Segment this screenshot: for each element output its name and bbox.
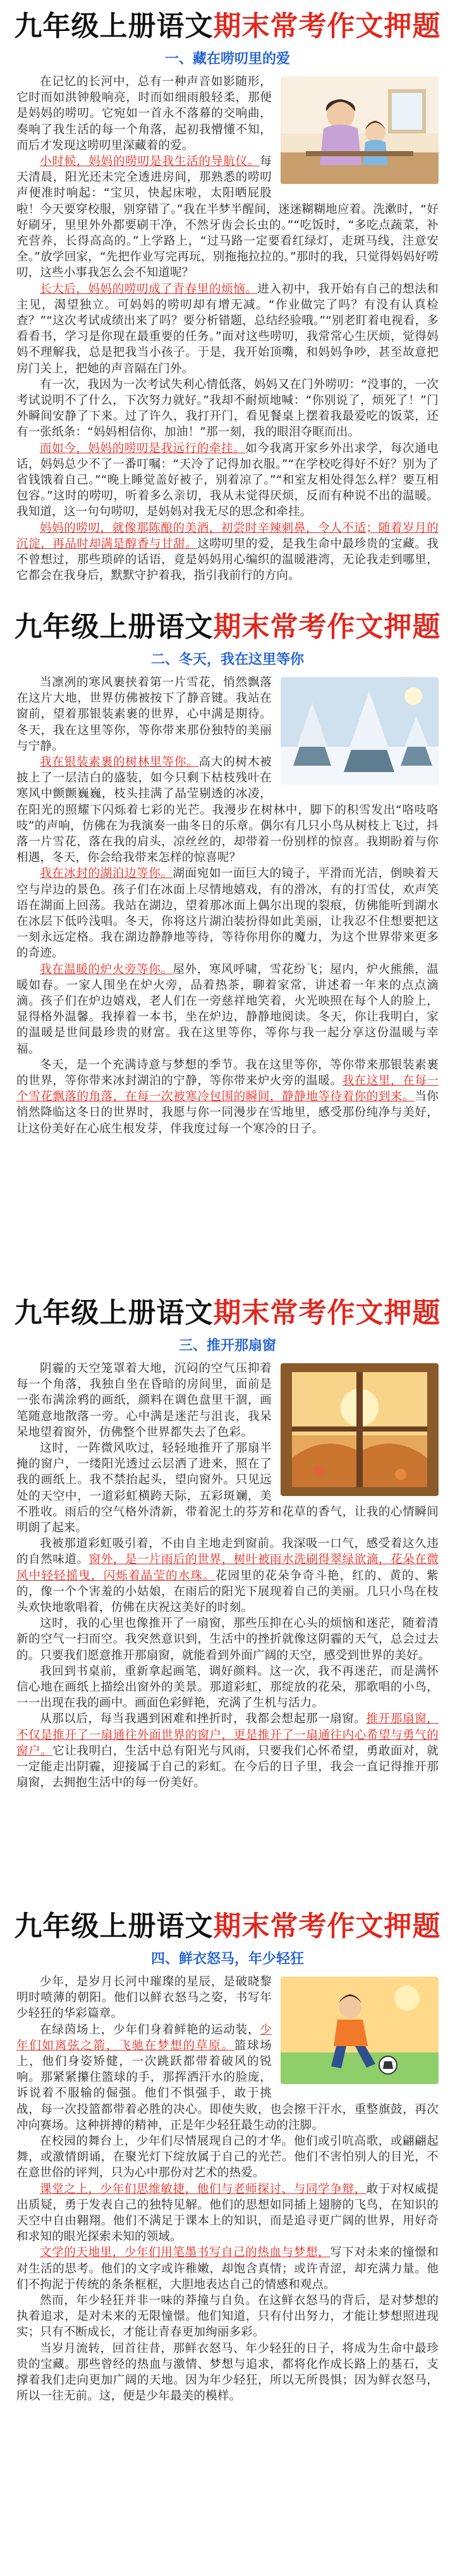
paragraph bbox=[16, 962, 439, 1057]
paragraph bbox=[16, 281, 439, 377]
essay-subtitle: 三、推开那扇窗 bbox=[178, 1338, 276, 1354]
section-title bbox=[0, 0, 455, 44]
essay-section-3 bbox=[0, 1287, 455, 1856]
highlighted-sentence: 而如今，妈妈的唠叨是我远行的牵挂。 bbox=[40, 441, 246, 455]
highlighted-sentence: 我在银装素裹的树林里等你。 bbox=[40, 756, 199, 770]
text-run: 这唠叨里的爱，是我生命中最珍贵的宝藏。我不曾想过，那些琐碎的话语，竟是妈妈用心编织的温暖港湾，无论我走到哪里，它都会在我身后，默默守护着我，指引我前行的方向。 bbox=[16, 537, 439, 583]
text-run: 花园里的花朵争奇斗艳，红的、黄的、紫的，像一个个害羞的小姑娘，在雨后的阳光下展现着自己的美丽。几只小鸟在枝头欢快地歌唱着，仿佛在庆祝这美好的时刻。 bbox=[16, 1569, 439, 1615]
text-run: 在校园的舞台上，少年们尽情展现自己的才华。他们或引吭高歌，或翩翩起舞，或激情朗诵，在聚光灯下绽放属于自己的光芒。他们不害怕别人的目光，不在意世俗的评判，只为心中那份对艺术的热爱。 bbox=[16, 2135, 439, 2180]
highlighted-sentence: 我在冰封的湖泊边等你。 bbox=[40, 867, 173, 881]
window-image bbox=[281, 1363, 439, 1496]
highlighted-sentence: 我在这里，在每一个雪花飘落的角落，在每一次被寒冷包围的瞬间，静静地等待着你的到来。 bbox=[16, 1074, 439, 1104]
title-red: 期末常考作文押题 bbox=[213, 10, 441, 42]
section-title bbox=[0, 1287, 455, 1331]
snow-forest-illustration bbox=[281, 677, 439, 785]
essay-section-1 bbox=[0, 0, 455, 583]
paragraph bbox=[16, 2133, 439, 2181]
mother-child-image bbox=[281, 77, 439, 184]
text-run: 它让我明白，生活中总有阳光与风雨，只要我们心怀希望，勇敢面对，就一定能走出阴霾，迎接属于自己的彩虹。在今后的日子里，我会一直记得推开那扇窗，去拥抱生活中的每一份美好。 bbox=[16, 1744, 439, 1790]
highlighted-sentence: 长大后，妈妈的唠叨成了青春里的烦恼。 bbox=[40, 282, 258, 296]
text-run: 如今我离开家乡外出求学，每次通电话，妈妈总少不了一番叮嘱：“天冷了记得加衣服。”“在学校吃得好不好？别为了省钱饿着自己。”“晚上睡觉盖好被子，别着凉了。”“和室友相处得怎么样？要互相包容。”这时的唠叨，听着多么亲切，我从未觉得厌烦，反而有种说不出的温暖。我知道，这一句句唠叨，是妈妈对我无尽的思念和牵挂。 bbox=[16, 441, 439, 519]
essay-section-2 bbox=[0, 601, 455, 1242]
paragraph bbox=[16, 2181, 439, 2245]
highlighted-sentence: 课堂之上，少年们思维敏捷，他们与老师探讨、与同学争辩， bbox=[40, 2182, 367, 2196]
text-run: 当岁月流转，回首往昔，那鲜衣怒马、年少轻狂的日子，将成为生命中最珍贵的宝藏。那些曾经的热血与激情、梦想与追求，都将化作成长路上的基石，支撑着我们走向更加广阔的天地。因为年少轻狂，所以无所畏惧；因为鲜衣怒马，所以一往无前。这，便是少年最美的模样。 bbox=[16, 2341, 439, 2403]
title-black: 九年级上册语文 bbox=[14, 611, 214, 643]
text-run: 少年，是岁月长河中璀璨的星辰，是破晓黎明时喷薄的朝阳。他们以鲜衣怒马之姿，书写年少轻狂的华彩篇章。 bbox=[16, 1975, 272, 2021]
essay-subtitle: 二、冬天，我在这里等你 bbox=[150, 652, 304, 668]
text-run: 在绿茵场上，少年们身着鲜艳的运动装， bbox=[40, 2023, 260, 2037]
text-run: 当凛冽的寒风裹挟着第一片雪花，悄然飘落在这片大地，世界仿佛被按下了静音键。我站在窗前，望着那银装素裹的世界，心中满是期待。冬天，我在这里等你，等你带来那份独特的美丽与宁静。 bbox=[16, 676, 272, 753]
title-black: 九年级上册语文 bbox=[14, 1297, 214, 1329]
essay-body bbox=[0, 1361, 455, 1791]
highlighted-sentence: 窗外，是一片雨后的世界，树叶被雨水洗刷得翠绿欲滴，花朵在微风中轻轻摇曳，闪烁着晶莹的水珠。 bbox=[16, 1553, 439, 1583]
paragraph bbox=[16, 377, 439, 441]
paragraph bbox=[16, 1536, 439, 1616]
text-run: 在记忆的长河中，总有一种声音如影随形，它时而如洪钟般响亮，时而如细雨般轻柔，那便是妈妈的唠叨。它宛如一首永不落幕的交响曲，奏响了我生活的每一个角落，起初我懵懂不知，而后才发现这唠叨里深藏着的爱。 bbox=[16, 75, 272, 152]
window-illustration bbox=[281, 1363, 439, 1496]
text-run: 进入初中，我开始有自己的想法和主见，渴望独立。可妈妈的唠叨却有增无减。“作业做完了吗？有没有认真检查？”“这次考试成绩出来了吗？要分析错题，总结经验哦。”“别老盯着电视看，多看看书，学习是你现在最重要的任务。”面对这些唠叨，我常常心生厌烦，觉得妈妈不理解我，总是把我当小孩子。于是，我开始顶嘴，和妈妈争吵，甚至故意把房门关上，把她的声音隔在门外。 bbox=[16, 282, 439, 376]
paragraph bbox=[16, 520, 439, 584]
soccer-boy-illustration bbox=[281, 1977, 439, 2084]
text-run: 有一次，我因为一次考试失利心情低落，妈妈又在门外唠叨：“没事的，一次考试说明不了什么，下次努力就好。”我却不耐烦地喊：“你别说了，烦死了！”门外瞬间安静了下来。过了许久，我打开门，看见餐桌上摆着我最爱吃的饭菜，还有一张纸条：“妈妈相信你，加油！”那一刻，我的眼泪夺眶而出。 bbox=[16, 377, 439, 439]
essay-body bbox=[0, 675, 455, 1137]
text-run: 从那以后，每当我遇到困难和挫折时，我都会想起那一扇窗。 bbox=[40, 1712, 367, 1726]
text-run: 敢于对权威提出质疑，勇于发表自己的独特见解。他们的思想如同插上翅膀的飞鸟，在知识的天空中自由翱翔。他们不满足于课本上的知识，而是追寻更广阔的世界，用好奇和求知的眼光探索未知的领域。 bbox=[16, 2182, 439, 2244]
paragraph bbox=[16, 1057, 439, 1137]
text-run: 每天清晨，阳光还未完全透进房间，那熟悉的唠叨声便准时响起：“宝贝，快起床啦，太阳晒屁股啦！今天要穿校服，别穿错了。”我在半梦半醒间，迷迷糊糊地应着。洗漱时，“好好刷牙，里里外外都要刷干净，不然牙齿会长虫的。”“吃饭时，“多吃点蔬菜，补充营养，长得高高的。”上学路上，“过马路一定要看红绿灯，走斑马线，注意安全。”放学回家，“先把作业写完再玩，别拖拖拉拉的。”那时的我，只觉得妈妈好唠叨，这些小事我怎么会不知道呢？ bbox=[16, 155, 439, 280]
text-run: 我被那道彩虹吸引着，不由自主地走到窗前。我深吸一口气，感受着这久违的自然味道。 bbox=[16, 1537, 439, 1567]
essay-subtitle: 四、鲜衣怒马，年少轻狂 bbox=[150, 1951, 304, 1967]
text-run: 写下对未来的憧憬和对生活的思考。他们的文字或许稚嫩，却饱含真情；或许青涩，却充满力量。他们不拘泥于传统的条条框框，大胆地表达自己的情感和观点。 bbox=[16, 2246, 439, 2291]
text-run: 屋外，寒风呼啸，雪花纷飞；屋内，炉火熊熊，温暖如春。一家人围坐在炉火旁，品着热茶，聊着家常，讲述着一年来的点点滴滴。孩子们在炉边嬉戏，老人们在一旁慈祥地笑着，火光映照在每个人的脸上，显得格外温馨。我捧着一本书，坐在炉边，静静地阅读。冬天，你让我明白，家的温暖是世间最珍贵的财富。我在这里等你，等你与我一起分享这份温暖与幸福。 bbox=[16, 962, 439, 1056]
text-run: 高大的树木被披上了一层洁白的盛装，如今只剩下枯枝残叶在寒风中颤颤巍巍，枝头挂满了晶莹剔透的冰凌，在阳光的照耀下闪烁着七彩的光芒。我漫步在树林中，脚下的积雪发出“咯吱咯吱”的声响，仿佛在为我演奏一曲冬日的乐章。偶尔有几只小鸟从树枝上飞过，抖落一片雪花，落在我的肩头，凉丝丝的，却带着一份别样的惊喜。我期盼着与你相遇，冬天，你会给我带来怎样的惊喜呢？ bbox=[16, 756, 439, 865]
title-black: 九年级上册语文 bbox=[14, 10, 214, 42]
text-run: 这时，我的心里也像推开了一扇窗，那些压抑在心头的烦恼和迷茫，随着清新的空气一扫而空。我突然意识到，生活中的挫折就像这阴霾的天气，总会过去的。只要我们愿意推开那扇窗，就能看到外面广阔的天空，感受到世界的美好。 bbox=[16, 1617, 439, 1662]
text-run: 这时，一阵微风吹过，轻轻地推开了那扇半掩的窗户，一缕阳光透过云层洒了进来，照在了我的画纸上。我不禁抬起头，望向窗外。只见远处的天空中，一道彩虹横跨天际，五彩斑斓，美不胜收。雨后的空气格外清新，带着泥土的芬芳和花草的香气，让我的心情瞬间明朗了起来。 bbox=[16, 1442, 439, 1535]
essay-body bbox=[0, 1974, 455, 2404]
text-run: 湖面宛如一面巨大的镜子，平滑而光洁，倒映着天空与岸边的景色。孩子们在冰面上尽情地嬉戏，有的滑冰，有的打雪仗，欢声笑语在湖面上回荡。我站在湖边，望着那冰面上偶尔出现的裂痕，仿佛能听到湖水在冰层下低吟浅唱。冬天，你将这片湖泊装扮得如此美丽，让我忍不住想要把这一刻永远定格。我在湖边静静地等待，等待你用你的魔力，为这个世界带来更多的奇迹。 bbox=[16, 867, 439, 960]
title-red: 期末常考作文押题 bbox=[213, 1297, 441, 1329]
essay-body bbox=[0, 74, 455, 584]
mother-child-illustration bbox=[281, 77, 439, 184]
snow-forest-image bbox=[281, 677, 439, 785]
title-red: 期末常考作文押题 bbox=[213, 1910, 441, 1942]
paragraph bbox=[16, 866, 439, 961]
text-run: 冬天，是一个充满诗意与梦想的季节。我在这里等你，等你带来那银装素裹的世界，等你带来冰封湖泊的宁静，等你带来炉火旁的温暖。 bbox=[16, 1058, 439, 1088]
highlighted-sentence: 我在温暖的炉火旁等你。 bbox=[40, 962, 173, 976]
title-red: 期末常考作文押题 bbox=[213, 611, 441, 643]
paragraph bbox=[16, 441, 439, 520]
essay-subtitle: 一、藏在唠叨里的爱 bbox=[164, 51, 290, 67]
paragraph bbox=[16, 1711, 439, 1791]
text-run: 我回到书桌前，重新拿起画笔，调好颜料。这一次，我不再迷茫，而是满怀信心地在画纸上描绘出窗外的美景。那道彩虹，那绽放的花朵，那歌唱的小鸟，一一出现在我的画中。画面色彩鲜艳，充满了生机与活力。 bbox=[16, 1664, 439, 1710]
soccer-boy-image bbox=[281, 1977, 439, 2084]
paragraph bbox=[16, 1616, 439, 1664]
highlighted-sentence: 文学的天地里，少年们用笔墨书写自己的热血与梦想， bbox=[40, 2246, 331, 2260]
paragraph bbox=[16, 1664, 439, 1712]
text-run: 当你悄然降临这冬日的世界时，我愿与你一同漫步在雪地里，感受那份纯净与美好，让这份美好在心底生根发芽，伴我度过每一个寒冷的日子。 bbox=[16, 1090, 439, 1136]
section-title bbox=[0, 601, 455, 645]
highlighted-sentence: 小时候，妈妈的唠叨是我生活的导航仪。 bbox=[40, 155, 260, 169]
text-run: 阴霾的天空笼罩着大地，沉闷的空气压抑着每一个角落，我独自坐在昏暗的房间里，面前是一张布满涂鸦的画纸，颜料在调色盘里干涸，画笔随意地散落一旁。心中满是迷茫与沮丧，我呆呆地望着窗外，仿佛整个世界都失去了色彩。 bbox=[16, 1362, 272, 1439]
highlighted-sentence: 妈妈的唠叨，就像那陈酿的美酒，初尝时辛辣刺鼻，令人不适；随着岁月的沉淀，再品时却满是醇香与甘甜。 bbox=[16, 521, 439, 551]
title-black: 九年级上册语文 bbox=[14, 1910, 214, 1942]
highlighted-sentence: 少年们如离弦之箭，飞驰在梦想的草原。 bbox=[16, 2023, 272, 2052]
text-run: 篮球场上，他们身姿矫健，一次跳跃都带着破风的锐响。那紧紧攥住篮球的手，那挥洒汗水的脸庞，诉说着不服输的倔强。他们不惧强手，敢于挑战，每一次投篮都带着必胜的决心。即使失败，也会擦干汗水，重整旗鼓，再次冲向赛场。这种拼搏的精神，正是年少轻狂最生动的注脚。 bbox=[16, 2039, 439, 2132]
paragraph bbox=[16, 2245, 439, 2293]
essay-section-4 bbox=[0, 1900, 455, 2532]
paragraph bbox=[16, 2341, 439, 2405]
text-run: 然而，年少轻狂并非一味的莽撞与自负。在这鲜衣怒马的背后，是对梦想的执着追求，是对未来的无限憧憬。他们知道，只有付出努力，才能让梦想照进现实；只有不断成长，才能让青春更加绚丽多彩。 bbox=[16, 2294, 439, 2340]
section-title bbox=[0, 1900, 455, 1944]
highlighted-sentence: 推开那扇窗，不仅是推开了一扇通往外面世界的窗户，更是推开了一扇通往内心希望与勇气的窗户。 bbox=[16, 1712, 439, 1758]
paragraph bbox=[16, 2293, 439, 2341]
